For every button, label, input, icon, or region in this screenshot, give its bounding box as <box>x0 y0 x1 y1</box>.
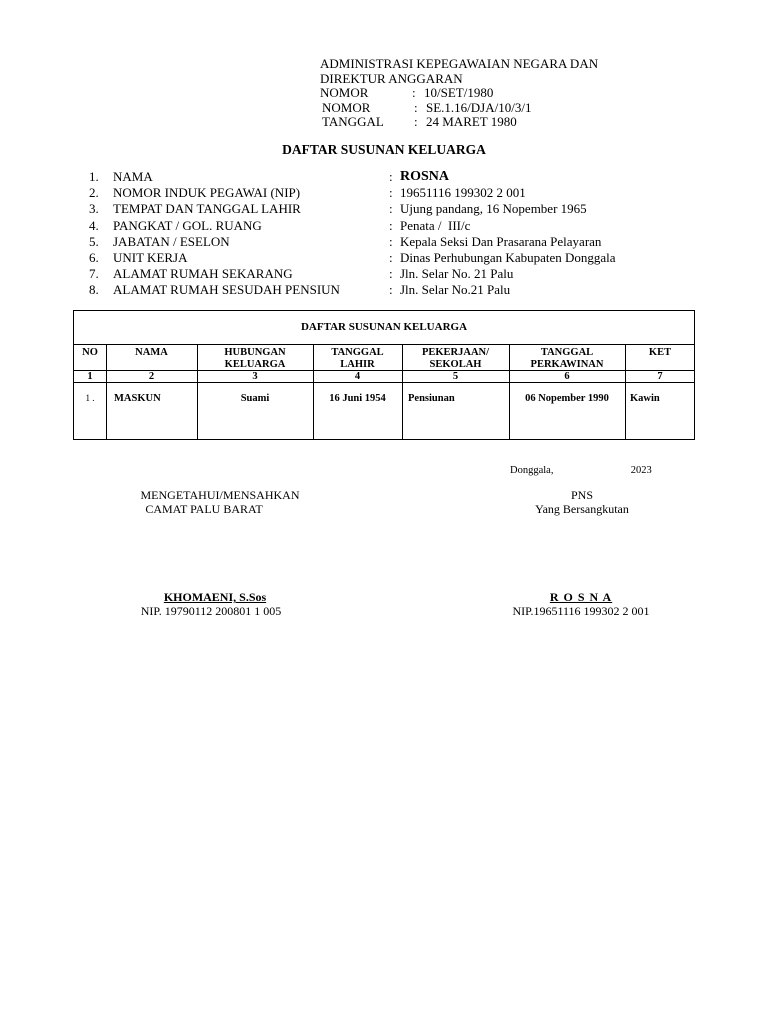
column-number: 4 <box>354 371 361 382</box>
header-key: TANGGAL <box>322 114 384 129</box>
column-header-no: NO <box>82 347 98 358</box>
column-number: 7 <box>657 371 663 382</box>
place-date <box>510 465 652 476</box>
info-value: ROSNA <box>400 169 450 184</box>
signature-left-line-2: CAMAT PALU BARAT <box>145 502 263 516</box>
column-number: 1 <box>87 371 93 382</box>
table-cell-ket: Kawin <box>630 393 660 404</box>
info-sep: : <box>389 217 393 233</box>
header-row <box>320 86 598 101</box>
header-value: 24 MARET 1980 <box>426 114 517 129</box>
table-divider <box>74 344 694 345</box>
info-sep: : <box>389 233 393 249</box>
header-sep: : <box>414 114 418 129</box>
header-value: SE.1.16/DJA/10/3/1 <box>426 99 532 115</box>
signer-name-left: KHOMAENI, S.Sos <box>163 590 267 604</box>
column-header-pekerjaan: PEKERJAAN/ SEKOLAH <box>421 347 490 370</box>
info-row <box>89 250 616 266</box>
info-row <box>89 266 616 282</box>
table-cell-hubungan: Suami <box>240 393 270 404</box>
table-title: DAFTAR SUSUNAN KELUARGA <box>300 321 468 333</box>
family-table <box>73 310 695 440</box>
info-value: Kepala Seksi Dan Prasarana Pelayaran <box>400 233 602 249</box>
signature-right-line-2: Yang Bersangkutan <box>535 502 629 516</box>
info-value: Ujung pandang, 16 Nopember 1965 <box>400 201 587 217</box>
header-line-1: ADMINISTRASI KEPEGAWAIAN NEGARA DAN <box>320 56 599 71</box>
info-row <box>89 218 616 234</box>
header-sep: : <box>412 85 416 100</box>
signature-left-line-1: MENGETAHUI/MENSAHKAN <box>140 488 300 502</box>
info-label: JABATAN / ESELON <box>113 233 230 249</box>
header-value: 10/SET/1980 <box>424 85 494 100</box>
signature-right-line-1: PNS <box>570 488 593 502</box>
info-label: TEMPAT DAN TANGGAL LAHIR <box>113 201 301 217</box>
column-header-nama: NAMA <box>135 347 168 358</box>
info-sep: : <box>389 169 393 184</box>
info-number: 4. <box>89 217 99 233</box>
place-label: Donggala, <box>510 465 554 476</box>
info-row <box>89 234 616 250</box>
signature-left-name-block <box>110 590 330 618</box>
column-header-tanggal-perkawinan: TANGGAL PERKAWINAN <box>530 347 604 370</box>
employee-info-list <box>89 169 616 299</box>
document-header <box>320 57 598 130</box>
header-line-2: DIREKTUR ANGGARAN <box>320 70 463 86</box>
info-value: 19651116 199302 2 001 <box>400 185 526 201</box>
info-sep: : <box>389 185 393 201</box>
info-value: Penata / III/c <box>400 217 471 233</box>
info-label: PANGKAT / GOL. RUANG <box>113 217 262 233</box>
signer-name-right: R O S N A <box>549 590 613 604</box>
signature-right <box>478 488 686 516</box>
info-row <box>89 185 616 201</box>
table-cell-pekerjaan: Pensiunan <box>408 393 455 404</box>
column-header-hubungan: HUBUNGAN KELUARGA <box>224 347 286 370</box>
info-label: ALAMAT RUMAH SEKARANG <box>113 266 293 282</box>
info-label: NAMA <box>113 169 153 184</box>
info-row <box>89 282 616 298</box>
info-sep: : <box>389 282 393 298</box>
column-number: 3 <box>252 371 258 382</box>
info-value: Jln. Selar No.21 Palu <box>400 282 511 298</box>
table-cell-tanggal-perkawinan: 06 Nopember 1990 <box>525 393 609 404</box>
info-number: 7. <box>89 266 99 282</box>
header-sep: : <box>414 99 418 115</box>
column-number: 2 <box>148 371 155 382</box>
header-key: NOMOR <box>320 85 369 100</box>
info-row <box>89 169 616 185</box>
info-number: 8. <box>89 282 99 298</box>
date-year: 2023 <box>630 465 652 476</box>
info-label: NOMOR INDUK PEGAWAI (NIP) <box>113 185 301 201</box>
header-row <box>320 101 598 116</box>
header-row <box>320 115 598 130</box>
signature-left <box>110 488 330 516</box>
column-number: 5 <box>452 371 459 382</box>
signature-right-name-block <box>476 590 686 618</box>
info-number: 2. <box>89 185 99 201</box>
info-number: 6. <box>89 250 99 266</box>
info-sep: : <box>389 250 393 266</box>
signer-nip-right: NIP.19651116 199302 2 001 <box>512 604 650 618</box>
info-number: 5. <box>89 233 99 249</box>
info-sep: : <box>389 266 393 282</box>
info-number: 1. <box>89 169 99 184</box>
info-sep: : <box>389 201 393 217</box>
info-label: UNIT KERJA <box>113 250 188 266</box>
info-row <box>89 201 616 217</box>
table-cell-no: 1 . <box>85 393 95 403</box>
info-value: Dinas Perhubungan Kabupaten Donggala <box>400 250 616 266</box>
column-number: 6 <box>564 371 570 382</box>
info-value: Jln. Selar No. 21 Palu <box>400 266 514 282</box>
signer-nip-left: NIP. 19790112 200801 1 005 <box>140 604 282 618</box>
table-cell-tanggal-lahir: 16 Juni 1954 <box>329 393 386 404</box>
header-key: NOMOR <box>322 99 371 115</box>
info-number: 3. <box>89 201 99 217</box>
page-title: DAFTAR SUSUNAN KELUARGA <box>282 142 486 157</box>
column-header-ket: KET <box>648 347 672 358</box>
column-header-tanggal-lahir: TANGGAL LAHIR <box>331 347 384 370</box>
info-label: ALAMAT RUMAH SESUDAH PENSIUN <box>113 282 340 298</box>
table-cell-nama: MASKUN <box>114 393 161 404</box>
